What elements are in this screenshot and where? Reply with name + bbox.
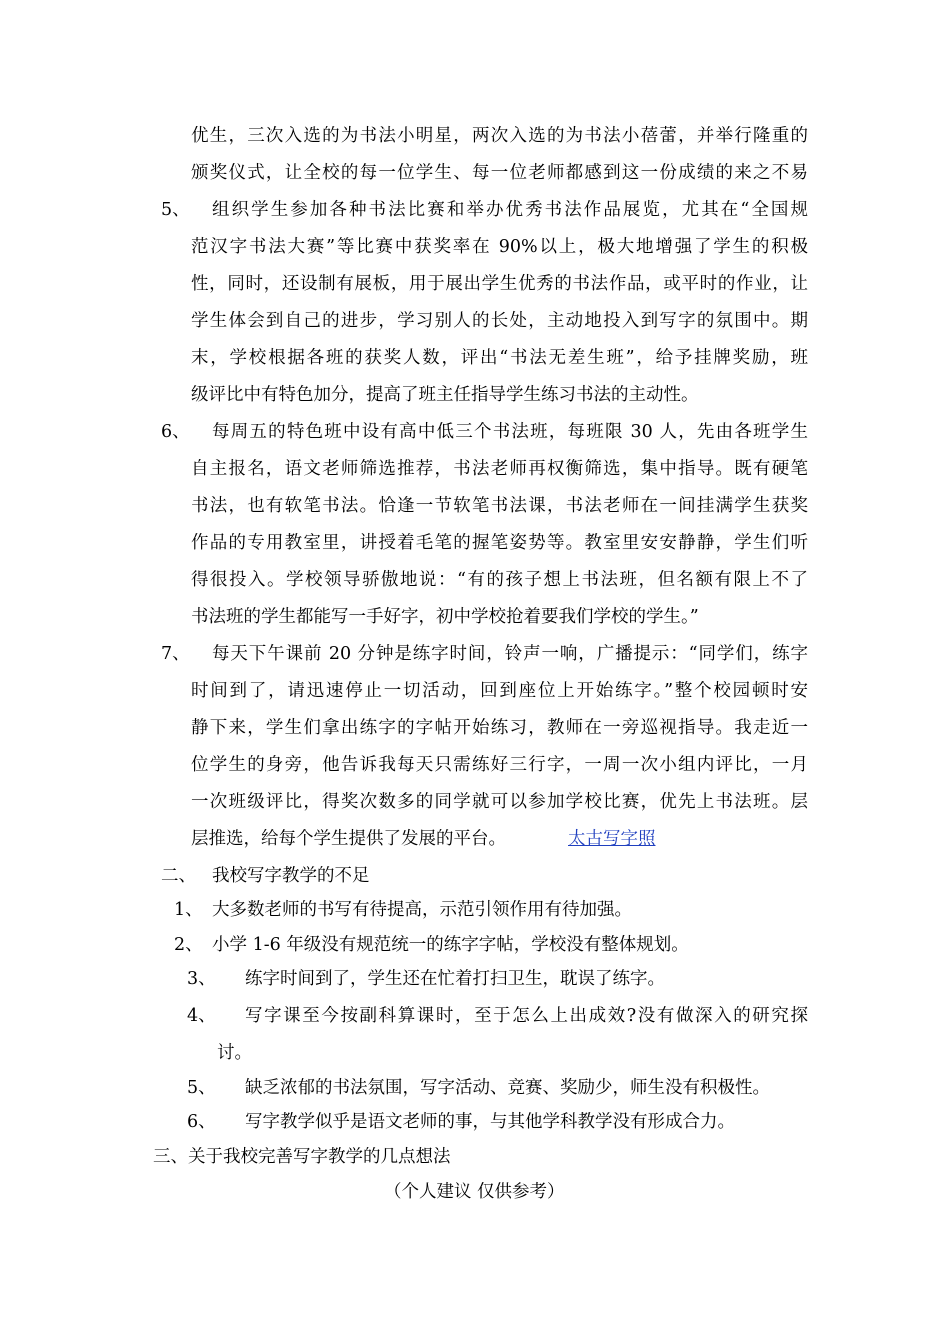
s2-item5-number: 5、 [187, 1078, 216, 1098]
s2-item1-number: 1、 [174, 900, 203, 920]
item5-line-5: 末，学校根据各班的获奖人数，评出“书法无差生班”，给予挂牌奖励，班 [191, 348, 808, 368]
s2-item3-text: 练字时间到了，学生还在忙着打扫卫生，耽误了练字。 [245, 969, 665, 989]
section3-heading: 三、关于我校完善写字教学的几点想法 [153, 1147, 451, 1167]
item5-line-6: 级评比中有特色加分，提高了班主任指导学生练习书法的主动性。 [191, 385, 699, 405]
section2-number: 二、 [161, 866, 196, 886]
section3-note: （个人建议 仅供参考） [384, 1182, 565, 1202]
item4-line-1: 优生，三次入选的为书法小明星，两次入选的为书法小蓓蕾，并举行隆重的 [191, 126, 808, 146]
item7-number: 7、 [161, 644, 190, 664]
item4-line-2: 颁奖仪式，让全校的每一位学生、每一位老师都感到这一份成绩的来之不易 [191, 163, 808, 183]
item6-line-1: 每周五的特色班中设有高中低三个书法班，每班限 30 人，先由各班学生 [212, 422, 808, 442]
item5-line-4: 学生体会到自己的进步，学习别人的长处，主动地投入到写字的氛围中。期 [191, 311, 808, 331]
item5-line-3: 性，同时，还设制有展板，用于展出学生优秀的书法作品，或平时的作业，让 [191, 274, 808, 294]
section2-heading: 我校写字教学的不足 [212, 866, 370, 886]
item7-line-4: 位学生的身旁，他告诉我每天只需练好三行字，一周一次小组内评比，一月 [191, 755, 808, 775]
item6-line-3: 书法，也有软笔书法。恰逢一节软笔书法课，书法老师在一间挂满学生获奖 [191, 496, 808, 516]
taigu-photo-link[interactable]: 太古写字照 [568, 829, 656, 849]
s2-item4-text: 写字课至今按副科算课时，至于怎么上出成效?没有做深入的研究探 [245, 1006, 808, 1026]
s2-item6-number: 6、 [187, 1112, 216, 1132]
s2-item2-text: 小学 1-6 年级没有规范统一的练字字帖，学校没有整体规划。 [212, 935, 689, 955]
s2-item5-text: 缺乏浓郁的书法氛围，写字活动、竞赛、奖励少，师生没有积极性。 [245, 1078, 770, 1098]
item6-number: 6、 [161, 422, 190, 442]
s2-item3-number: 3、 [187, 969, 216, 989]
item7-line-3: 静下来，学生们拿出练字的字帖开始练习，教师在一旁巡视指导。我走近一 [191, 718, 808, 738]
s2-item4-number: 4、 [187, 1006, 216, 1026]
item7-line-6: 层推选，给每个学生提供了发展的平台。 [191, 829, 506, 849]
s2-item2-number: 2、 [174, 935, 203, 955]
s2-item1-text: 大多数老师的书写有待提高，示范引领作用有待加强。 [212, 900, 632, 920]
s2-item4-cont: 讨。 [217, 1043, 252, 1063]
item5-line-1: 组织学生参加各种书法比赛和举办优秀书法作品展览，尤其在“全国规 [212, 200, 808, 220]
item6-line-2: 自主报名，语文老师筛选推荐，书法老师再权衡筛选，集中指导。既有硬笔 [191, 459, 808, 479]
item7-line-1: 每天下午课前 20 分钟是练字时间，铃声一响，广播提示：“同学们，练字 [212, 644, 808, 664]
item6-line-5: 得很投入。学校领导骄傲地说：“有的孩子想上书法班，但名额有限上不了 [191, 570, 808, 590]
item7-line-2: 时间到了，请迅速停止一切活动，回到座位上开始练字。”整个校园顿时安 [191, 681, 808, 701]
item7-line-5: 一次班级评比，得奖次数多的同学就可以参加学校比赛，优先上书法班。层 [191, 792, 808, 812]
item6-line-4: 作品的专用教室里，讲授着毛笔的握笔姿势等。教室里安安静静，学生们听 [191, 533, 808, 553]
item5-number: 5、 [161, 200, 190, 220]
item5-line-2: 范汉字书法大赛”等比赛中获奖率在 90%以上，极大地增强了学生的积极 [191, 237, 808, 257]
item6-line-6: 书法班的学生都能写一手好字，初中学校抢着要我们学校的学生。” [191, 607, 699, 627]
s2-item6-text: 写字教学似乎是语文老师的事，与其他学科教学没有形成合力。 [245, 1112, 735, 1132]
